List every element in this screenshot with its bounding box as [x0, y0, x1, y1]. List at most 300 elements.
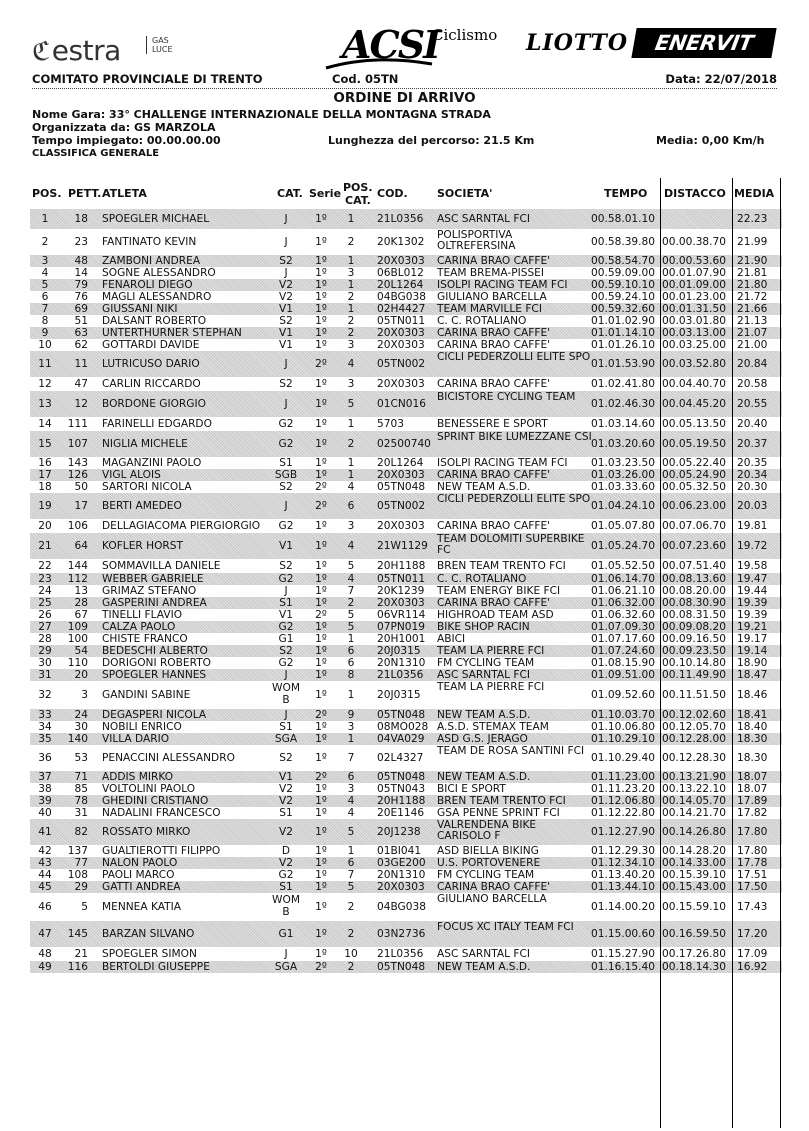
table-row [30, 457, 782, 469]
cell-cat: J [284, 398, 288, 410]
table-row [30, 657, 782, 669]
cell-pos: 20 [38, 520, 52, 532]
cell-distacco: 00.08.13.60 [662, 573, 727, 585]
col-cat: CAT. [277, 187, 303, 200]
table-row [30, 645, 782, 657]
cell-distacco: 00.15.43.00 [662, 881, 727, 893]
cell-pett: 112 [67, 573, 88, 585]
average-speed: Media: 0,00 Km/h [656, 134, 765, 147]
cell-distacco: 00.12.28.00 [662, 733, 727, 745]
cell-pos: 29 [38, 645, 52, 657]
cell-media: 21.81 [737, 267, 768, 279]
cell-tempo: 01.09.52.60 [591, 689, 656, 701]
cell-pett: 71 [74, 771, 88, 783]
cell-poscat: 4 [347, 358, 355, 370]
table-row [30, 869, 782, 881]
table-row [30, 391, 782, 417]
cell-cat: J [284, 267, 288, 279]
cell-pos: 44 [38, 869, 52, 881]
cell-cod: 01CN016 [377, 398, 427, 410]
cell-media: 17.43 [737, 901, 768, 913]
cell-media: 17.78 [737, 857, 768, 869]
cell-tempo: 01.01.02.90 [591, 315, 656, 327]
cell-distacco: 00.07.23.60 [662, 540, 727, 552]
cell-poscat: 7 [347, 869, 355, 881]
cell-tempo: 01.03.14.60 [591, 418, 656, 430]
col-media: MEDIA [734, 187, 775, 200]
cell-pett: 145 [67, 928, 88, 940]
cell-serie: 2º [315, 961, 327, 973]
cell-distacco: 00.14.26.80 [662, 826, 727, 838]
cell-tempo: 00.59.24.10 [591, 291, 656, 303]
cell-cat: V1 [279, 303, 293, 315]
cell-atleta: MAGLI ALESSANDRO [102, 291, 212, 303]
cell-atleta: WEBBER GABRIELE [102, 573, 204, 585]
cell-tempo: 01.01.53.90 [591, 358, 656, 370]
acsi-logo [322, 20, 522, 72]
cell-distacco: 00.00.53.60 [662, 255, 727, 267]
table-row [30, 267, 782, 279]
cell-societa: GIULIANO BARCELLA [437, 893, 547, 905]
cell-tempo: 00.58.54.70 [591, 255, 656, 267]
cell-pos: 24 [38, 585, 52, 597]
cell-cod: 21L0356 [377, 948, 424, 960]
cell-media: 19.44 [737, 585, 768, 597]
cell-media: 19.81 [737, 520, 768, 532]
cell-serie: 1º [315, 267, 327, 279]
cell-cat: J [284, 236, 288, 248]
cell-tempo: 01.06.32.00 [591, 597, 656, 609]
cell-pos: 2 [41, 236, 49, 248]
cell-media: 17.80 [737, 826, 768, 838]
cell-atleta: GUALTIEROTTI FILIPPO [102, 845, 221, 857]
cell-distacco: 00.05.13.50 [662, 418, 727, 430]
cell-atleta: CALZA PAOLO [102, 621, 176, 633]
cell-media: 17.51 [737, 869, 768, 881]
cell-cod: 05TN011 [377, 315, 426, 327]
cell-pett: 29 [74, 881, 88, 893]
cell-pos: 17 [38, 469, 52, 481]
cell-poscat: 2 [347, 327, 355, 339]
cell-cat: J [284, 358, 288, 370]
cell-atleta: DEGASPERI NICOLA [102, 709, 207, 721]
cell-poscat: 1 [347, 279, 355, 291]
cell-poscat: 2 [347, 928, 355, 940]
cell-tempo: 00.58.39.80 [591, 236, 656, 248]
cell-cat: G2 [278, 438, 294, 450]
cell-cod: 20N1310 [377, 657, 426, 669]
estra-logo-text: estra [51, 34, 121, 67]
classification: CLASSIFICA GENERALE [32, 148, 160, 159]
cell-tempo: 01.13.40.20 [591, 869, 656, 881]
cell-pos: 39 [38, 795, 52, 807]
cell-societa: POLISPORTIVA OLTREFERSINA [437, 229, 516, 252]
table-row [30, 807, 782, 819]
cell-serie: 1º [315, 845, 327, 857]
cell-atleta: NOBILI ENRICO [102, 721, 182, 733]
table-row [30, 417, 782, 431]
cell-pett: 63 [74, 327, 88, 339]
cell-serie: 1º [315, 339, 327, 351]
cell-serie: 2º [315, 609, 327, 621]
table-row [30, 339, 782, 351]
cell-atleta: GASPERINI ANDREA [102, 597, 207, 609]
cell-distacco: 00.14.28.20 [662, 845, 727, 857]
race-date: Data: 22/07/2018 [665, 72, 777, 86]
cell-pos: 22 [38, 560, 52, 572]
cell-cat: S2 [279, 752, 293, 764]
cell-cat: V2 [279, 291, 293, 303]
cell-pos: 46 [38, 901, 52, 913]
cell-media: 20.55 [737, 398, 768, 410]
cell-cod: 21L0356 [377, 669, 424, 681]
cell-distacco: 00.14.21.70 [662, 807, 727, 819]
cell-pos: 15 [38, 438, 52, 450]
cell-serie: 2º [315, 500, 327, 512]
cell-cod: 20K1302 [377, 236, 425, 248]
cell-pett: 12 [74, 398, 88, 410]
cell-distacco: 00.07.51.40 [662, 560, 727, 572]
cell-societa: C. C. ROTALIANO [437, 573, 527, 585]
cell-societa: U.S. PORTOVENERE [437, 857, 541, 869]
cell-atleta: SPOEGLER MICHAEL [102, 213, 210, 225]
cell-societa: BIKE SHOP RACIN [437, 621, 530, 633]
cell-cod: 05TN002 [377, 358, 426, 370]
cell-serie: 1º [315, 733, 327, 745]
cell-cod: 05TN043 [377, 783, 426, 795]
table-row [30, 633, 782, 645]
cell-poscat: 5 [347, 609, 355, 621]
cell-pett: 82 [74, 826, 88, 838]
table-row [30, 845, 782, 857]
cell-distacco: 00.00.38.70 [662, 236, 727, 248]
cell-atleta: BARZAN SILVANO [102, 928, 195, 940]
cell-pett: 143 [67, 457, 88, 469]
cell-societa: NEW TEAM A.S.D. [437, 771, 531, 783]
cell-pos: 40 [38, 807, 52, 819]
cell-societa: NEW TEAM A.S.D. [437, 961, 531, 973]
cell-serie: 1º [315, 657, 327, 669]
cell-cod: 20J0315 [377, 645, 421, 657]
cell-atleta: ZAMBONI ANDREA [102, 255, 201, 267]
cell-cat: G2 [278, 657, 294, 669]
cell-serie: 1º [315, 213, 327, 225]
cell-atleta: GOTTARDI DAVIDE [102, 339, 200, 351]
estra-flame-icon: ℭ [32, 37, 50, 67]
cell-pett: 67 [74, 609, 88, 621]
cell-pos: 45 [38, 881, 52, 893]
cell-societa: CARINA BRAO CAFFE' [437, 597, 551, 609]
cell-pos: 42 [38, 845, 52, 857]
cell-tempo: 01.10.06.80 [591, 721, 656, 733]
cell-tempo: 00.59.09.00 [591, 267, 656, 279]
cell-media: 17.82 [737, 807, 768, 819]
cell-societa: CARINA BRAO CAFFE' [437, 339, 551, 351]
cell-cat: V2 [279, 857, 293, 869]
col-tempo: TEMPO [604, 187, 648, 200]
cell-atleta: LUTRICUSO DARIO [102, 358, 200, 370]
cell-societa: CICLI PEDERZOLLI ELITE SPO [437, 493, 591, 505]
cell-cod: 02500740 [377, 438, 431, 450]
cell-serie: 1º [315, 540, 327, 552]
cell-tempo: 01.03.33.60 [591, 481, 656, 493]
cell-tempo: 01.01.14.10 [591, 327, 656, 339]
cell-societa: NEW TEAM A.S.D. [437, 709, 531, 721]
cell-media: 21.13 [737, 315, 768, 327]
table-row [30, 783, 782, 795]
cell-cod: 05TN048 [377, 771, 426, 783]
cell-serie: 1º [315, 669, 327, 681]
cell-cat: S2 [279, 481, 293, 493]
cell-pos: 23 [38, 573, 52, 585]
cell-cod: 20H1188 [377, 560, 426, 572]
cell-serie: 2º [315, 771, 327, 783]
cell-cod: 20H1188 [377, 795, 426, 807]
committee-name: COMITATO PROVINCIALE DI TRENTO [32, 72, 263, 86]
cell-media: 19.58 [737, 560, 768, 572]
cell-pos: 7 [41, 303, 49, 315]
cell-cat: J [284, 669, 288, 681]
cell-media: 17.80 [737, 845, 768, 857]
cell-poscat: 4 [347, 807, 355, 819]
cell-cat: V2 [279, 826, 293, 838]
acsi-logo-text: ACSI [342, 22, 439, 67]
cell-cod: 20N1310 [377, 869, 426, 881]
cell-pett: 50 [74, 481, 88, 493]
cell-media: 22.23 [737, 213, 768, 225]
cell-cat: J [284, 948, 288, 960]
cell-atleta: GIUSSANI NIKI [102, 303, 178, 315]
cell-tempo: 01.12.06.80 [591, 795, 656, 807]
estra-logo-sub: GAS LUCE [146, 36, 173, 54]
cell-media: 18.47 [737, 669, 768, 681]
cell-pett: 78 [74, 795, 88, 807]
estra-logo [32, 34, 121, 67]
cell-poscat: 1 [347, 213, 355, 225]
cell-distacco: 00.01.31.50 [662, 303, 727, 315]
cell-cat: J [284, 213, 288, 225]
cell-societa: CARINA BRAO CAFFE' [437, 469, 551, 481]
cell-cat: S1 [279, 597, 293, 609]
cell-poscat: 6 [347, 771, 355, 783]
cell-cod: 21W1129 [377, 540, 428, 552]
cell-media: 20.34 [737, 469, 768, 481]
cell-cod: 20E1146 [377, 807, 425, 819]
cell-cod: 20X0303 [377, 520, 425, 532]
cell-poscat: 5 [347, 560, 355, 572]
cell-serie: 1º [315, 783, 327, 795]
cell-poscat: 6 [347, 657, 355, 669]
cell-poscat: 1 [347, 418, 355, 430]
cell-media: 17.89 [737, 795, 768, 807]
cell-media: 18.07 [737, 771, 768, 783]
organizer: Organizzata da: GS MARZOLA [32, 121, 216, 134]
cell-tempo: 00.58.01.10 [591, 213, 656, 225]
cell-cat: J [284, 585, 288, 597]
cell-pett: 48 [74, 255, 88, 267]
cell-atleta: CARLIN RICCARDO [102, 378, 201, 390]
cell-cod: 5703 [377, 418, 404, 430]
table-row [30, 669, 782, 681]
col-cod: COD. [377, 187, 408, 200]
cell-tempo: 01.07.09.30 [591, 621, 656, 633]
cell-distacco: 00.05.32.50 [662, 481, 727, 493]
table-row [30, 857, 782, 869]
cell-atleta: FANTINATO KEVIN [102, 236, 197, 248]
cell-poscat: 2 [347, 315, 355, 327]
table-row [30, 377, 782, 391]
cell-pett: 85 [74, 783, 88, 795]
cell-poscat: 9 [347, 709, 355, 721]
table-row [30, 609, 782, 621]
cell-cat: V2 [279, 795, 293, 807]
cell-tempo: 01.02.46.30 [591, 398, 656, 410]
cell-distacco: 00.12.02.60 [662, 709, 727, 721]
cell-serie: 1º [315, 573, 327, 585]
cell-societa: BICISTORE CYCLING TEAM [437, 391, 576, 403]
col-distacco: DISTACCO [664, 187, 726, 200]
cell-media: 19.14 [737, 645, 768, 657]
cell-cod: 20X0303 [377, 339, 425, 351]
cell-atleta: BEDESCHI ALBERTO [102, 645, 208, 657]
cell-cod: 20L1264 [377, 457, 424, 469]
cell-tempo: 01.01.26.10 [591, 339, 656, 351]
cell-distacco: 00.05.19.50 [662, 438, 727, 450]
table-row [30, 893, 782, 921]
cell-poscat: 3 [347, 520, 355, 532]
cell-pos: 43 [38, 857, 52, 869]
cell-pett: 108 [67, 869, 88, 881]
cell-cat: V2 [279, 783, 293, 795]
cell-media: 19.17 [737, 633, 768, 645]
cell-societa: FM CYCLING TEAM [437, 657, 535, 669]
cell-cat: G2 [278, 869, 294, 881]
cell-cod: 03GE200 [377, 857, 426, 869]
cell-societa: ASD BIELLA BIKING [437, 845, 539, 857]
cell-pett: 11 [74, 358, 88, 370]
cell-societa: GIULIANO BARCELLA [437, 291, 547, 303]
cell-atleta: CHISTE FRANCO [102, 633, 188, 645]
cell-tempo: 01.08.15.90 [591, 657, 656, 669]
cell-societa: GSA PENNE SPRINT FCI [437, 807, 560, 819]
cell-distacco: 00.15.59.10 [662, 901, 727, 913]
cell-distacco: 00.04.40.70 [662, 378, 727, 390]
cell-atleta: MAGANZINI PAOLO [102, 457, 202, 469]
cell-distacco: 00.06.23.00 [662, 500, 727, 512]
cell-pos: 33 [38, 709, 52, 721]
cell-pett: 54 [74, 645, 88, 657]
cell-cat: G2 [278, 621, 294, 633]
cell-societa: BENESSERE E SPORT [437, 418, 548, 430]
cell-serie: 1º [315, 633, 327, 645]
cell-cat: V1 [279, 771, 293, 783]
table-header [30, 181, 782, 209]
cell-poscat: 1 [347, 303, 355, 315]
enervit-logo-text: ENERVIT [653, 31, 755, 55]
cell-atleta: TINELLI FLAVIO [102, 609, 183, 621]
enervit-logo [631, 28, 776, 58]
column-rule-distacco [732, 178, 733, 1128]
cell-pett: 100 [67, 633, 88, 645]
cell-cat: G2 [278, 573, 294, 585]
cell-pos: 25 [38, 597, 52, 609]
cell-serie: 1º [315, 881, 327, 893]
cell-tempo: 01.07.17.60 [591, 633, 656, 645]
cell-atleta: BERTOLDI GIUSEPPE [102, 961, 210, 973]
cell-media: 21.66 [737, 303, 768, 315]
cell-societa: ASC SARNTAL FCI [437, 948, 530, 960]
cell-pett: 47 [74, 378, 88, 390]
cell-serie: 1º [315, 255, 327, 267]
cell-media: 19.39 [737, 597, 768, 609]
cell-media: 20.35 [737, 457, 768, 469]
cell-pos: 49 [38, 961, 52, 973]
table-row [30, 597, 782, 609]
cell-poscat: 7 [347, 752, 355, 764]
cell-atleta: SPOEGLER SIMON [102, 948, 197, 960]
table-row [30, 573, 782, 585]
cell-media: 16.92 [737, 961, 768, 973]
cell-cat: G1 [278, 633, 294, 645]
committee-code: Cod. 05TN [332, 72, 399, 86]
cell-societa: C. C. ROTALIANO [437, 315, 527, 327]
table-row [30, 533, 782, 559]
cell-serie: 1º [315, 560, 327, 572]
cell-pos: 28 [38, 633, 52, 645]
col-pos: POS. [32, 187, 62, 200]
cell-atleta: SPOEGLER HANNES [102, 669, 207, 681]
table-row [30, 819, 782, 845]
cell-cat: S2 [279, 560, 293, 572]
cell-poscat: 1 [347, 633, 355, 645]
cell-media: 19.72 [737, 540, 768, 552]
cell-distacco: 00.08.20.00 [662, 585, 727, 597]
cell-societa: TEAM ENERGY BIKE FCI [437, 585, 561, 597]
cell-media: 18.40 [737, 721, 768, 733]
cell-distacco: 00.09.23.50 [662, 645, 727, 657]
table-row [30, 431, 782, 457]
cell-cod: 20X0303 [377, 255, 425, 267]
cell-societa: SPRINT BIKE LUMEZZANE CSI [437, 431, 592, 443]
cell-tempo: 00.59.32.60 [591, 303, 656, 315]
column-rule-tempo [660, 178, 661, 1128]
table-row [30, 961, 782, 973]
cell-distacco: 00.03.25.00 [662, 339, 727, 351]
cell-societa: TEAM MARVILLE FCI [437, 303, 542, 315]
cell-atleta: KOFLER HORST [102, 540, 183, 552]
cell-atleta: DALSANT ROBERTO [102, 315, 207, 327]
cell-cat: S1 [279, 881, 293, 893]
cell-cat: S2 [279, 378, 293, 390]
cell-cod: 05TN002 [377, 500, 426, 512]
cell-media: 21.80 [737, 279, 768, 291]
table-row [30, 795, 782, 807]
cell-tempo: 01.12.34.10 [591, 857, 656, 869]
cell-distacco: 00.13.22.10 [662, 783, 727, 795]
table-row [30, 279, 782, 291]
cell-atleta: VOLTOLINI PAOLO [102, 783, 196, 795]
cell-serie: 1º [315, 948, 327, 960]
cell-cat: G2 [278, 520, 294, 532]
cell-pett: 14 [74, 267, 88, 279]
cell-societa: ASC SARNTAL FCI [437, 213, 530, 225]
cell-media: 21.90 [737, 255, 768, 267]
cell-pos: 48 [38, 948, 52, 960]
cell-tempo: 01.14.00.20 [591, 901, 656, 913]
cell-cat: S2 [279, 645, 293, 657]
cell-atleta: ROSSATO MIRKO [102, 826, 191, 838]
cell-cat: V1 [279, 339, 293, 351]
